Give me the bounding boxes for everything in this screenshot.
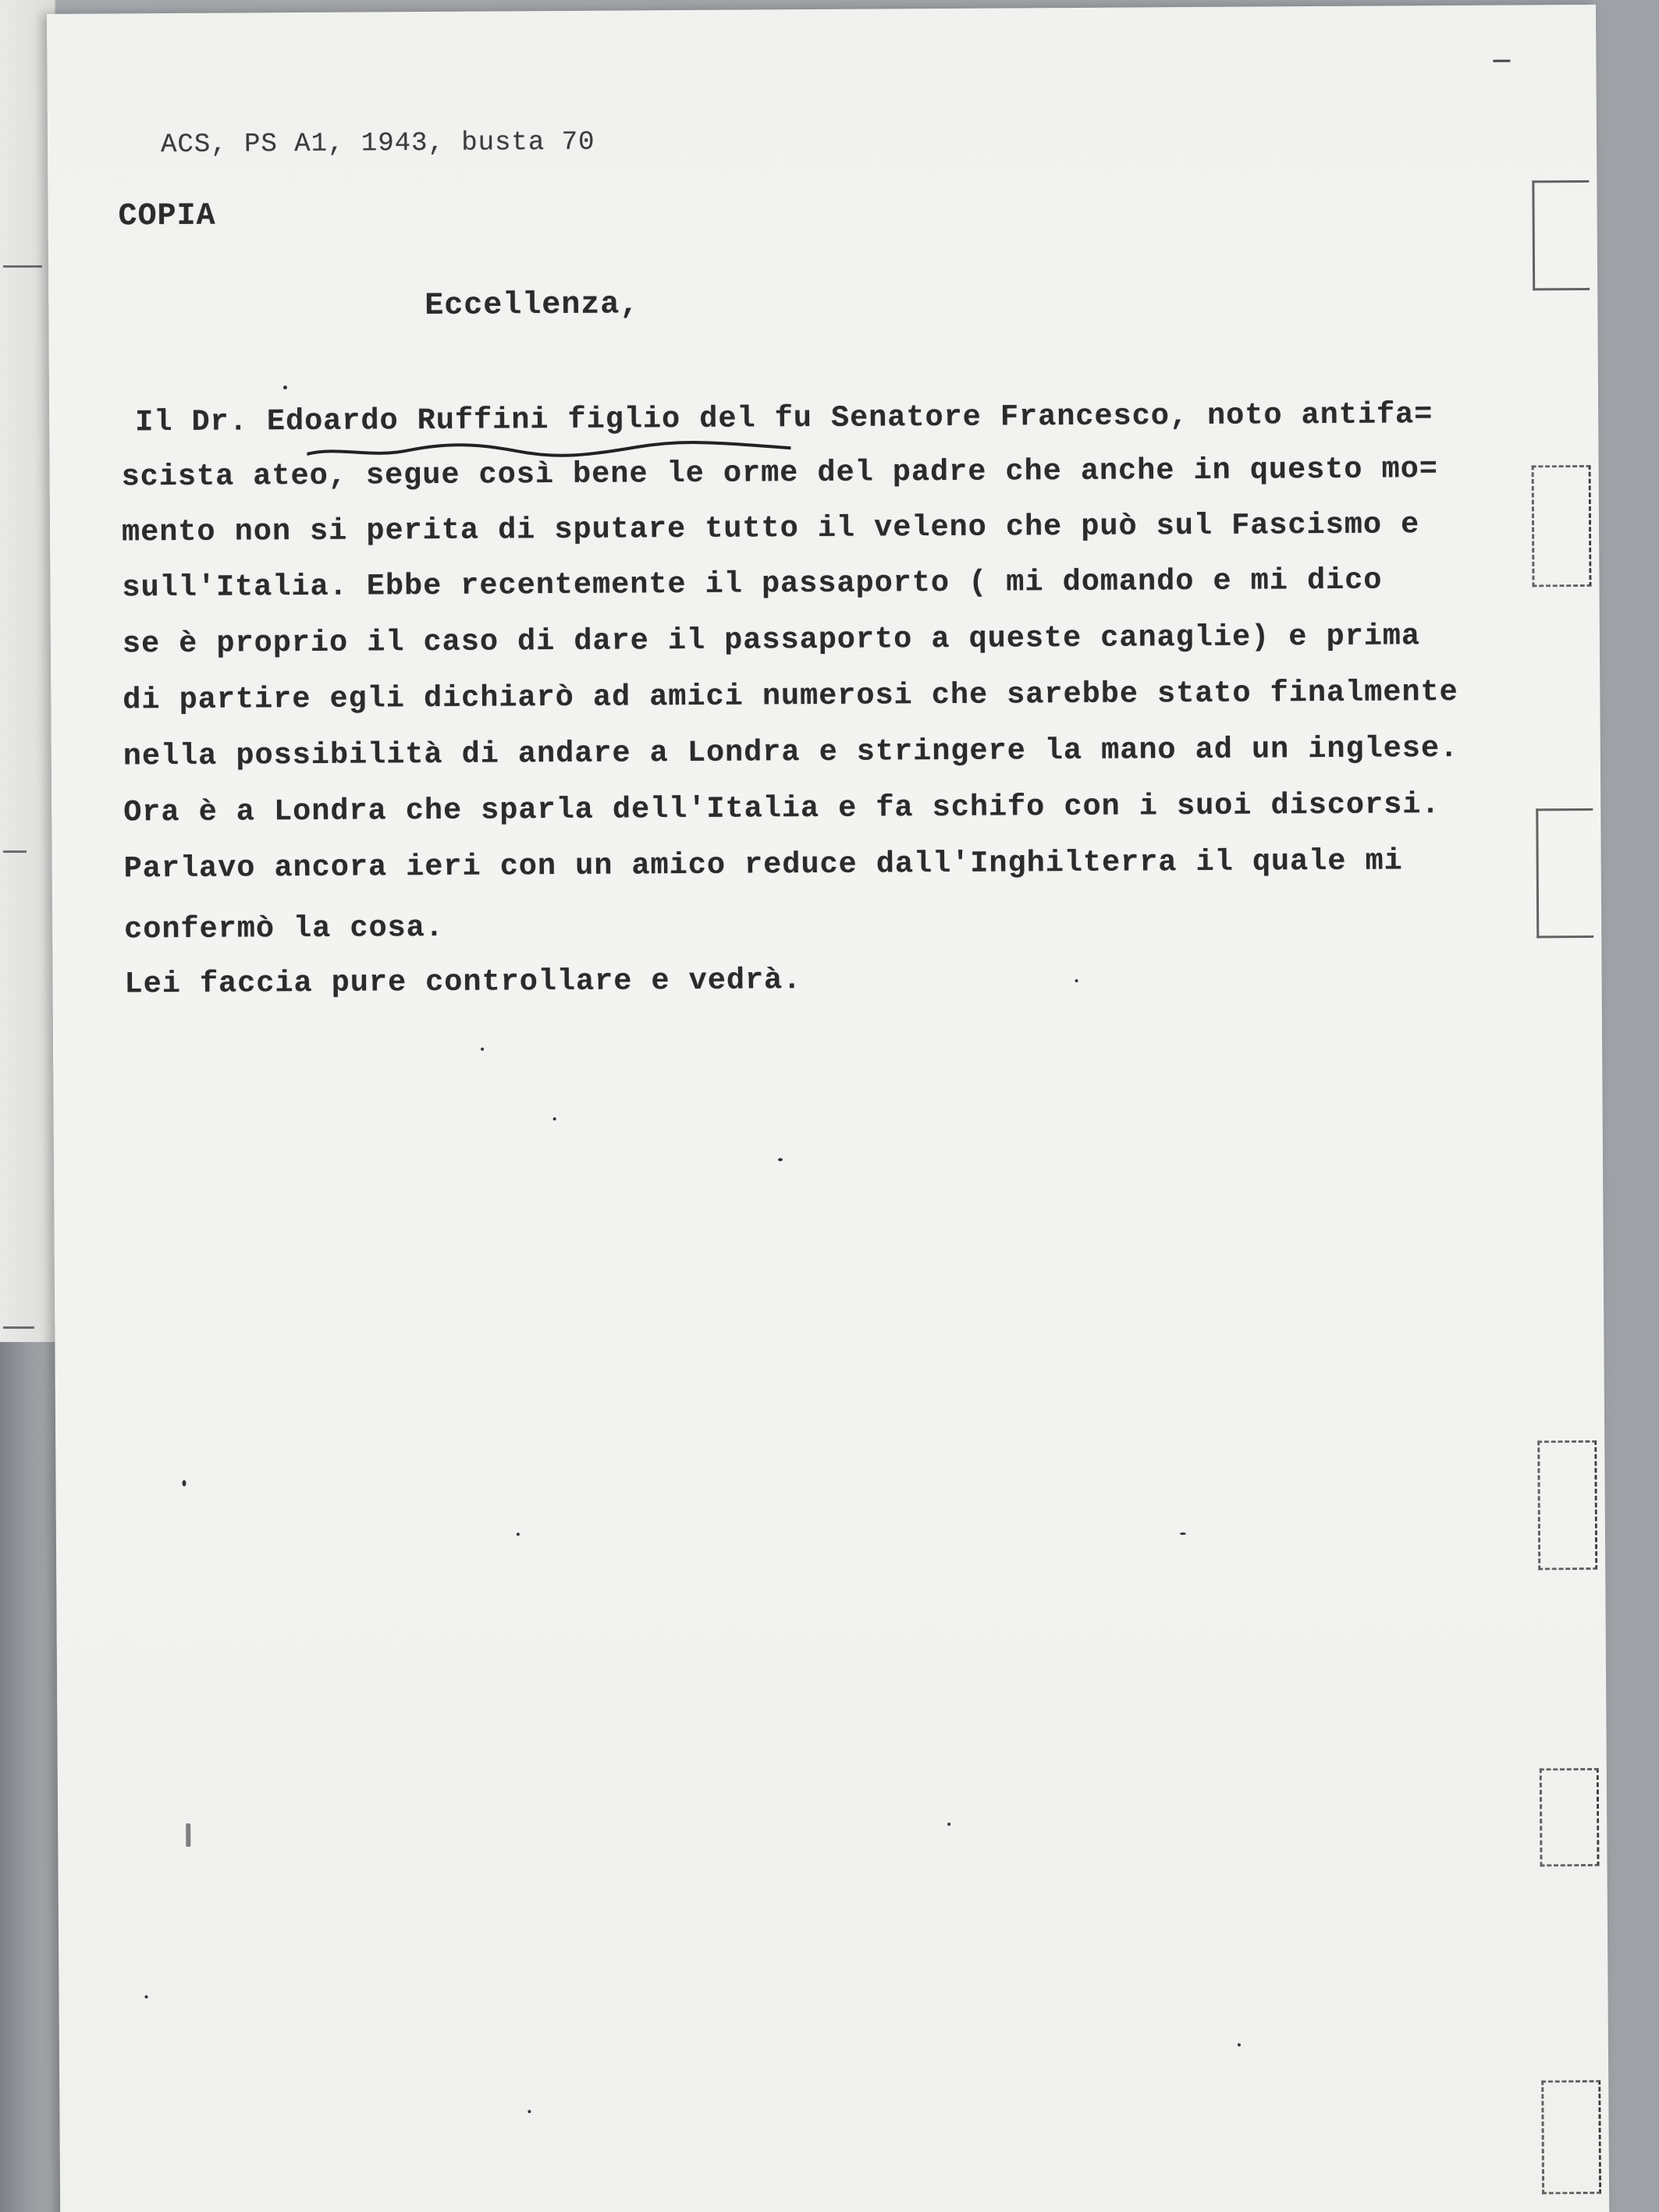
body-line: di partire egli dichiarò ad amici numerosi che sarebbe stato finalmente bbox=[123, 674, 1458, 718]
body-line: scista ateo, segue così bene le orme del padre che anche in questo mo= bbox=[121, 452, 1438, 495]
edge-tick bbox=[3, 1326, 34, 1329]
handwritten-underline bbox=[307, 437, 790, 460]
toner-speck bbox=[283, 385, 287, 389]
archival-edge-marks bbox=[1494, 5, 1609, 2212]
toner-speck bbox=[1180, 1532, 1186, 1535]
toner-speck bbox=[517, 1532, 520, 1536]
edge-tick bbox=[3, 850, 27, 853]
toner-speck bbox=[182, 1480, 186, 1486]
body-line: mento non si perita di sputare tutto il veleno che può sul Fascismo e bbox=[121, 507, 1420, 550]
copy-label: COPIA bbox=[118, 198, 216, 235]
toner-speck bbox=[481, 1048, 484, 1051]
punch-mark bbox=[1537, 1440, 1597, 1570]
toner-speck bbox=[145, 1995, 148, 1998]
page-number-mark bbox=[1493, 60, 1510, 62]
body-line: Parlavo ancora ieri con un amico reduce dall'Inghilterra il quale mi bbox=[123, 843, 1403, 886]
salutation: Eccellenza, bbox=[425, 287, 640, 325]
toner-speck bbox=[528, 2110, 531, 2113]
toner-speck bbox=[186, 1823, 190, 1847]
body-line: nella possibilità di andare a Londra e stringere la mano ad un inglese. bbox=[123, 730, 1459, 774]
archive-reference: ACS, PS A1, 1943, busta 70 bbox=[160, 127, 595, 161]
toner-speck bbox=[947, 1823, 950, 1826]
punch-mark bbox=[1532, 465, 1592, 587]
punch-mark bbox=[1541, 2080, 1601, 2194]
punch-mark bbox=[1532, 180, 1590, 290]
punch-mark bbox=[1536, 808, 1593, 938]
edge-tick bbox=[3, 265, 42, 268]
body-line: Ora è a Londra che sparla dell'Italia e fa schifo con i suoi discorsi. bbox=[123, 787, 1441, 830]
punch-mark bbox=[1540, 1768, 1600, 1866]
toner-speck bbox=[778, 1158, 783, 1161]
toner-speck bbox=[1075, 979, 1078, 982]
body-line: Lei faccia pure controllare e vedrà. bbox=[124, 963, 802, 1002]
toner-speck bbox=[553, 1117, 556, 1120]
toner-speck bbox=[1238, 2043, 1241, 2047]
typed-letter-page bbox=[47, 5, 1609, 2212]
body-line: se è proprio il caso di dare il passaporto a queste canaglie) e prima bbox=[122, 619, 1421, 662]
body-line: Il Dr. Edoardo Ruffini figlio del fu Senatore Francesco, noto antifa= bbox=[135, 397, 1433, 440]
body-line: confermò la cosa. bbox=[124, 910, 445, 947]
body-line: sull'Italia. Ebbe recentemente il passaporto ( mi domando e mi dico bbox=[122, 563, 1383, 605]
